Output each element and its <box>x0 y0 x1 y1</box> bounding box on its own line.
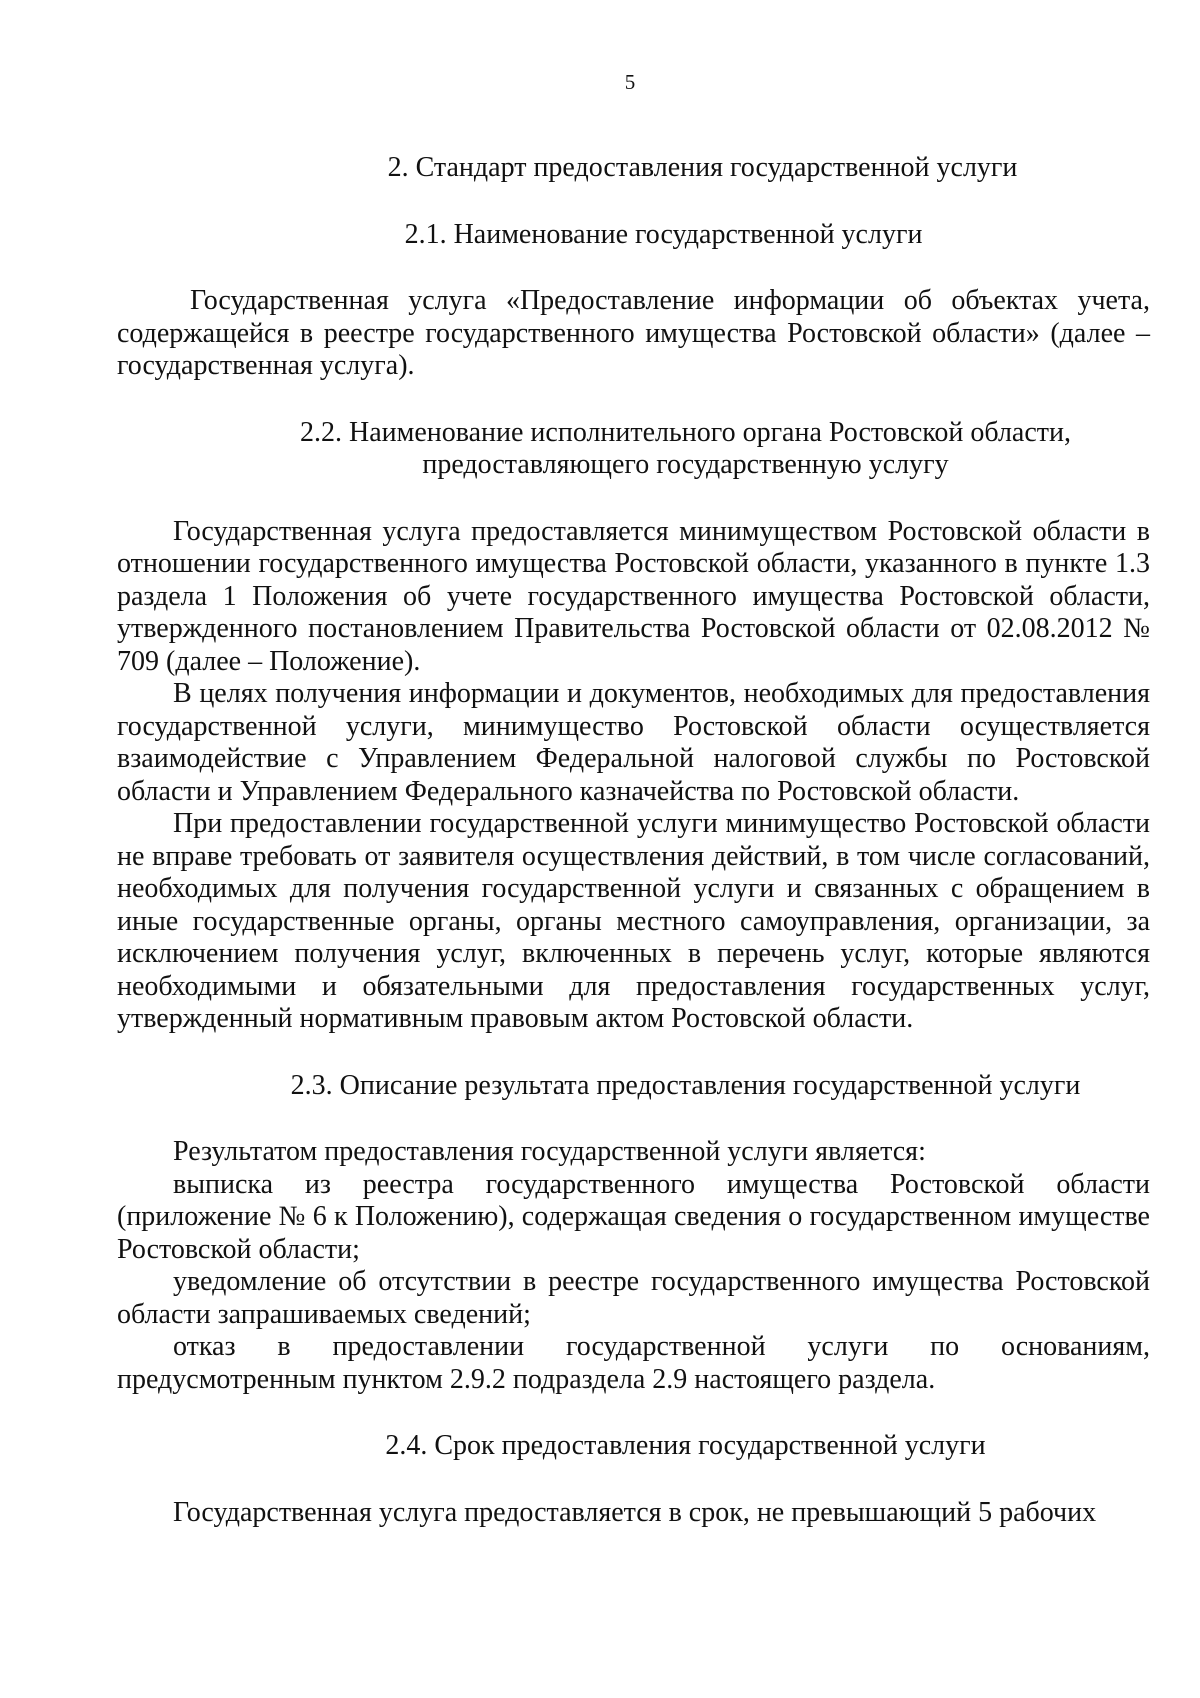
subsection-2-1-title: 2.1. Наименование государственной услуги <box>404 218 923 250</box>
subsection-2-2-title <box>169 417 1200 482</box>
document-body <box>117 152 1150 1529</box>
subsection-2-2-title-line1: 2.2. Наименование исполнительного органа Ростовской области, <box>299 416 1072 448</box>
subsection-2-2-paragraph-2: В целях получения информации и документов, необходимых для предоставления государственной услуги, минимущество Ростовской области осуществляется взаимодействие с Управлением Федеральной налоговой службы по Ростовской области и Управлением Федерального казначейства по Ростовской области. <box>117 678 1150 807</box>
subsection-2-3-paragraph-2: выписка из реестра государственного имущества Ростовской области (приложение № 6 к Положению), содержащая сведения о государственном имуществе Ростовской области; <box>117 1168 1150 1265</box>
subsection-2-4-title: 2.4. Срок предоставления государственной услуги <box>385 1430 986 1461</box>
subsection-2-2-paragraph-1: Государственная услуга предоставляется минимуществом Ростовской области в отношении государственного имущества Ростовской области, указанного в пункте 1.3 раздела 1 Положения об учете государственного имущества Ростовской области, утвержденного постановлением Правительства Ростовской области от 02.08.2012 № 709 (далее – Положение). <box>117 515 1150 677</box>
subsection-2-2-paragraph-3: При предоставлении государственной услуги минимущество Ростовской области не вправе требовать от заявителя осуществления действий, в том числе согласований, необходимых для получения государственной услуги и связанных с обращением в иные государственные органы, органы местного самоуправления, организации, за исключением получения услуг, включенных в перечень услуг, которые являются необходимыми и обязательными для предоставления государственных услуг, утвержденный нормативным правовым актом Ростовской области. <box>117 808 1150 1034</box>
subsection-2-2-title-line2: предоставляющего государственную услугу <box>422 449 949 480</box>
subsection-2-1-paragraph: Государственная услуга «Предоставление информации об объектах учета, содержащейся в реестре государственного имущества Ростовской области» (далее – государственная услуга). <box>117 285 1150 381</box>
page-number: 5 <box>624 70 636 94</box>
subsection-2-4-paragraph-1: Государственная услуга предоставляется в срок, не превышающий 5 рабочих <box>173 1496 1097 1528</box>
subsection-2-3-paragraph-1: Результатом предоставления государственной услуги является: <box>173 1136 926 1167</box>
subsection-2-3-title: 2.3. Описание результата предоставления государственной услуги <box>290 1069 1081 1101</box>
subsection-2-3-paragraph-4: отказ в предоставлении государственной услуги по основаниям, предусмотренным пунктом 2.9.2 подраздела 2.9 настоящего раздела. <box>117 1331 1150 1395</box>
subsection-2-3-paragraph-3: уведомление об отсутствии в реестре государственного имущества Ростовской области запрашиваемых сведений; <box>117 1266 1150 1330</box>
section-title: 2. Стандарт предоставления государственной услуги <box>387 152 1018 183</box>
